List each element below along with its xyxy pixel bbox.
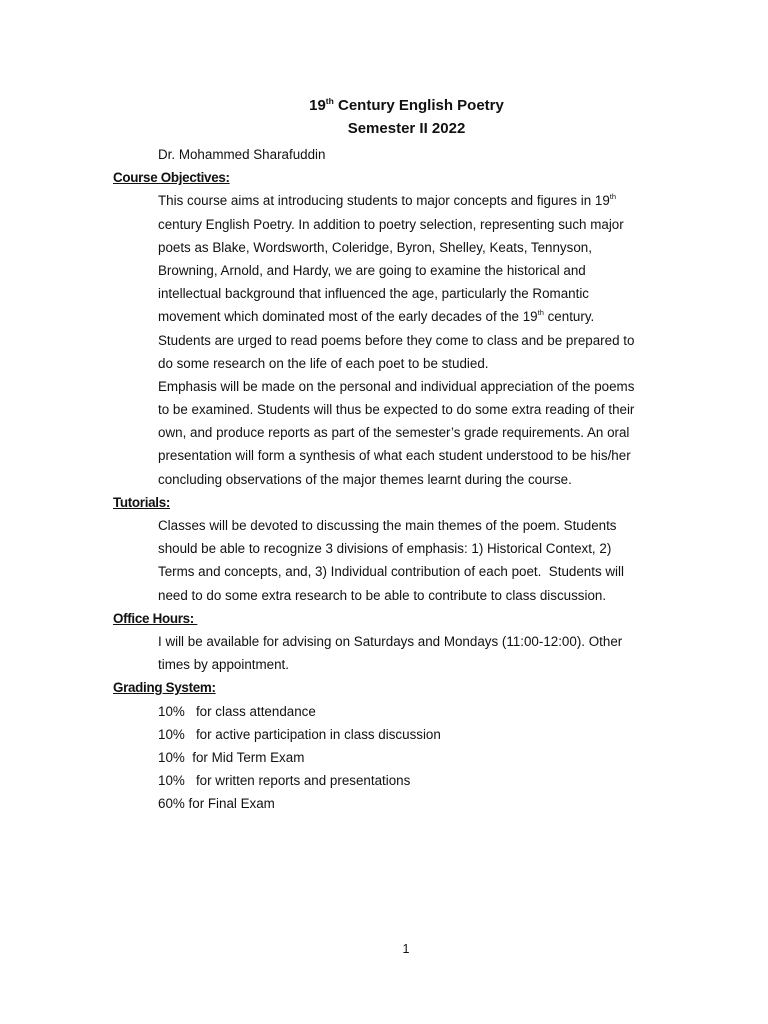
- objectives-text: century.: [543, 309, 595, 325]
- objectives-text: This course aims at introducing students to major concepts and figures in 19: [158, 193, 610, 209]
- tutorials-line: Classes will be devoted to discussing the main themes of the poem. Students: [158, 518, 617, 533]
- office-hours-line: times by appointment.: [158, 657, 289, 673]
- grading-item: 60% for Final Exam: [158, 796, 275, 812]
- tutorials-line: Terms and concepts, and, 3) Individual contribution of each poet. Students will: [158, 564, 624, 580]
- page-number: 1: [402, 942, 410, 956]
- objectives-line: Emphasis will be made on the personal and individual appreciation of the poems: [158, 378, 635, 394]
- tutorials-line: should be able to recognize 3 divisions of emphasis: 1) Historical Context, 2): [158, 541, 612, 557]
- office-hours-heading: Office Hours:: [113, 610, 198, 626]
- objectives-line: presentation will form a synthesis of what each student understood to be his/her: [158, 448, 631, 464]
- course-title-superscript: th: [325, 96, 334, 106]
- objectives-line: [0, 189, 768, 212]
- objectives-text: movement which dominated most of the early decades of the 19: [158, 309, 538, 325]
- objectives-superscript: th: [537, 308, 544, 318]
- instructor-name: Dr. Mohammed Sharafuddin: [158, 147, 326, 162]
- objectives-line: Browning, Arnold, and Hardy, we are going to examine the historical and: [158, 262, 586, 278]
- objectives-line: do some research on the life of each poet to be studied.: [158, 355, 489, 371]
- semester-title: Semester II 2022: [347, 120, 466, 137]
- course-objectives-heading: Course Objectives:: [113, 170, 230, 186]
- grading-item: 10% for Mid Term Exam: [158, 749, 305, 765]
- objectives-line: [0, 305, 768, 328]
- objectives-line: century English Poetry. In addition to poetry selection, representing such major: [158, 216, 624, 232]
- course-title-number: 19: [309, 97, 326, 114]
- document-body: [0, 143, 768, 815]
- grading-system-heading: Grading System:: [113, 680, 216, 696]
- objectives-line: own, and produce reports as part of the semester’s grade requirements. An oral: [158, 425, 630, 441]
- grading-item: 10% for active participation in class discussion: [158, 726, 441, 742]
- document-title: [0, 94, 768, 140]
- course-title: [45, 94, 768, 117]
- course-title-text: Century English Poetry: [333, 97, 504, 114]
- objectives-line: concluding observations of the major themes learnt during the course.: [158, 471, 572, 487]
- objectives-line: to be examined. Students will thus be expected to do some extra reading of their: [158, 402, 635, 418]
- office-hours-line: I will be available for advising on Saturdays and Mondays (11:00-12:00). Other: [158, 633, 623, 649]
- objectives-line: intellectual background that influenced the age, particularly the Romantic: [158, 286, 589, 302]
- grading-item: 10% for class attendance: [158, 703, 316, 719]
- grading-item: 10% for written reports and presentations: [158, 773, 411, 789]
- tutorials-line: need to do some extra research to be able to contribute to class discussion.: [158, 587, 607, 603]
- objectives-line: poets as Blake, Wordsworth, Coleridge, Byron, Shelley, Keats, Tennyson,: [158, 239, 592, 255]
- objectives-superscript: th: [609, 192, 617, 202]
- objectives-line: Students are urged to read poems before they come to class and be prepared to: [158, 332, 635, 348]
- tutorials-heading: Tutorials:: [113, 494, 171, 510]
